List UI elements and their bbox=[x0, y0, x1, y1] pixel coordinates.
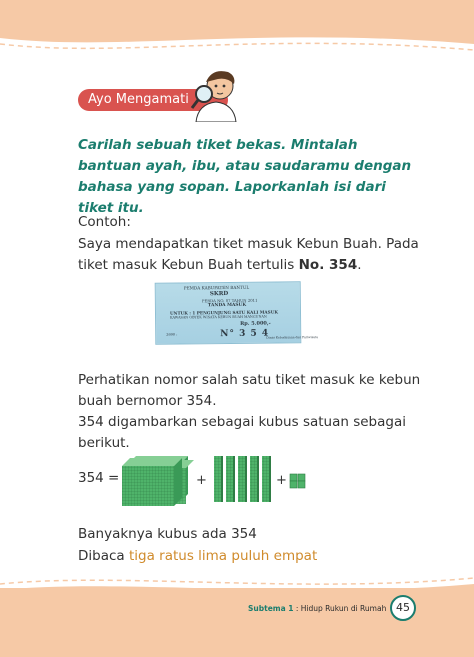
footer-subtema-rest: : Hidup Rukun di Rumah bbox=[295, 604, 387, 613]
plus-sign-2: + bbox=[276, 473, 287, 488]
ticket-kawasan: KAWASAN OBYEK WISATA KEBUN BUAH MANGUNAN bbox=[170, 314, 267, 320]
ticket-image bbox=[155, 281, 319, 345]
example-sentence bbox=[78, 234, 428, 276]
unit-cubes bbox=[290, 474, 305, 488]
footer-subtema-bold: Subtema 1 bbox=[248, 604, 294, 613]
dibaca-label: Dibaca bbox=[78, 548, 129, 564]
hundreds-flat-3 bbox=[122, 458, 182, 506]
dibaca-words: tiga ratus lima puluh empat bbox=[128, 548, 318, 564]
ticket-footer: Dinas Kebudayaan dan Pariwisata bbox=[266, 335, 319, 340]
instruction-text: Carilah sebuah tiket bekas. Mintalah bantuan ayah, ibu, atau saudaramu dengan bahasa yang sopan. Laporkanlah isi dari tiket itu. bbox=[78, 137, 412, 216]
plus-sign-1: + bbox=[196, 473, 207, 488]
ticket-tanda: TANDA MASUK bbox=[207, 302, 247, 309]
ticket-number: N° 3 5 4 bbox=[220, 328, 270, 340]
cube-description: 354 digambarkan sebagai kubus satuan sebagai berikut. bbox=[78, 414, 406, 451]
header-wave bbox=[0, 30, 474, 60]
ticket-series: 2690 : bbox=[166, 332, 178, 337]
tens-rods bbox=[214, 456, 271, 502]
ticket-number-bold: No. 354 bbox=[298, 257, 358, 273]
dibaca-text bbox=[78, 546, 428, 567]
cube-count-text: Banyaknya kubus ada 354 bbox=[78, 526, 257, 542]
example-sentence-post: . bbox=[357, 257, 362, 273]
page-number: 45 bbox=[390, 595, 416, 621]
base-ten-blocks bbox=[122, 452, 312, 506]
footer-subtema bbox=[248, 604, 386, 613]
ticket-price: Rp. 5.000,- bbox=[240, 320, 271, 327]
example-sentence-pre: Saya mendapatkan tiket masuk Kebun Buah. Pada tiket masuk Kebun Buah tertulis bbox=[78, 236, 419, 273]
section-badge: Ayo Mengamati bbox=[78, 89, 228, 111]
contoh-label: Contoh: bbox=[78, 214, 131, 230]
ticket-issuer: PEMDA KABUPATEN BANTUL bbox=[183, 284, 250, 291]
perhatikan-text: Perhatikan nomor salah satu tiket masuk ke kebun buah bernomor 354. bbox=[78, 372, 421, 409]
ticket-title: SKRD bbox=[209, 290, 229, 298]
child-magnifier-icon bbox=[186, 64, 250, 122]
ticket-perda: PERDA NO. 07 TAHUN 2011 bbox=[201, 297, 258, 304]
ticket-untuk: UNTUK : 1 PENGUNJUNG SATU KALI MASUK bbox=[169, 309, 279, 316]
equation-lhs: 354 = bbox=[78, 470, 120, 486]
